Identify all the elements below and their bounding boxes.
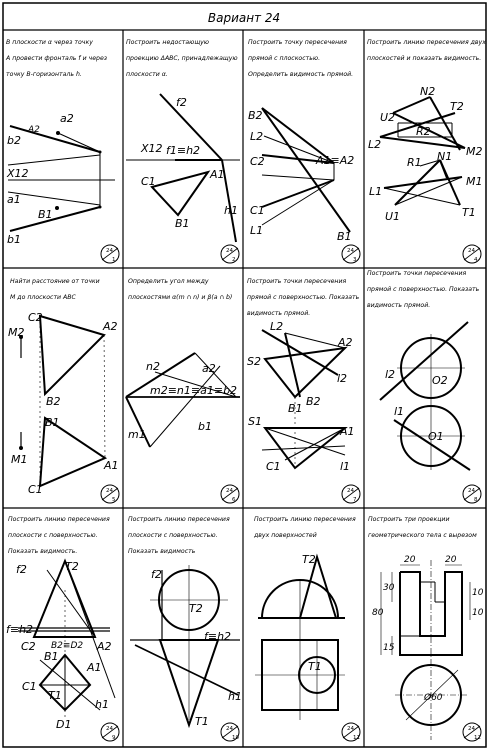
cell-9-label-d1: D1 [56, 718, 72, 731]
cell-5-badge-top: 24 [106, 488, 113, 494]
cell-8-label-l1: l1 [394, 405, 405, 418]
cell-12-badge-top: 24 [468, 726, 475, 732]
cell-8 [367, 270, 481, 503]
cell-7-task-line-2: прямой с поверхностью. Показать [247, 294, 360, 301]
cell-3-drawing [262, 108, 350, 232]
cell-2-task-line-3: плоскости α. [126, 71, 168, 78]
cell-2-badge [221, 245, 239, 263]
cell-4-label-u1: U1 [385, 210, 401, 223]
cell-11-label-t2: T2 [302, 553, 316, 566]
cell-12-dim-diameter-60: Ø60 [424, 693, 443, 703]
cell-4-label-t1: T1 [462, 206, 476, 219]
cell-3-task-line-2: прямой с плоскостью. [248, 55, 321, 62]
cell-4-label-m1: M1 [466, 175, 483, 188]
cell-11-badge [342, 723, 360, 741]
cell-10-label-fh2: f≡h2 [204, 630, 232, 643]
cell-10-badge-top: 24 [226, 726, 233, 732]
cell-5-label-c2: C2 [28, 311, 43, 324]
cell-5-badge [101, 485, 119, 503]
cell-6 [126, 278, 240, 503]
cell-10-task-line-2: плоскости с поверхностью. [128, 532, 218, 539]
cell-8-drawing [380, 322, 470, 470]
cell-10-label-f2: f2 [151, 568, 162, 581]
cell-7-badge-bottom: 7 [353, 497, 357, 503]
cell-2-badge-bottom: 2 [232, 257, 236, 263]
cell-9-label-t2: T2 [65, 560, 79, 573]
cell-12-dim-top-left-20: 20 [404, 555, 416, 565]
cell-3-label-b1: B1 [337, 230, 352, 243]
cell-3-label-l2: L2 [250, 130, 264, 143]
cell-6-task-line-1: Определить угол между [128, 278, 209, 285]
cell-8-label-o2: O2 [432, 374, 448, 387]
cell-5-label-c1: C1 [28, 483, 43, 496]
cell-2-task-line-1: Построить недостающую [126, 39, 210, 46]
cell-10-badge [221, 723, 239, 741]
cell-7-label-b2: B2 [306, 395, 321, 408]
cell-3 [248, 39, 360, 263]
cell-9-label-a2: A2 [97, 640, 112, 653]
cell-5-label-b2: B2 [46, 395, 61, 408]
cell-7-label-l1: l1 [340, 460, 351, 473]
cell-7-label-a1: A1 [340, 425, 355, 438]
cell-3-badge-bottom: 3 [353, 257, 357, 263]
cell-11-task-line-1: Построить линию пересечения [254, 516, 356, 523]
cell-9-task-line-2: плоскости с поверхностью. [8, 532, 98, 539]
cell-1-badge-top: 24 [106, 248, 113, 254]
cell-1-label-b2: b2 [7, 134, 21, 147]
cell-2-label-b1: B1 [175, 217, 190, 230]
cell-3-badge [342, 245, 360, 263]
cell-8-label-l2: l2 [385, 368, 396, 381]
cell-4-task-line-2: плоскостей и показать видимость. [367, 55, 482, 62]
cell-9-badge [101, 723, 119, 741]
cell-9-label-c1: C1 [22, 680, 37, 693]
cell-5-label-m2: M2 [8, 326, 25, 339]
cell-9-task-line-1: Построить линию пересечения [8, 516, 110, 523]
cell-7-label-l2-lower: l2 [337, 372, 348, 385]
cell-5-label-a1: A1 [104, 459, 119, 472]
cell-7-label-b1: B1 [288, 402, 303, 415]
cell-10-task-line-1: Построить линию пересечения [128, 516, 230, 523]
cell-2-badge-top: 24 [226, 248, 233, 254]
cell-5-task-line-1: Найти расстояние от точки [10, 278, 100, 285]
cell-7-badge [342, 485, 360, 503]
cell-4-label-r1: R1 [407, 156, 422, 169]
cell-4-label-n1: N1 [437, 150, 453, 163]
cell-1-task-line-1: В плоскости α через точку [6, 39, 93, 46]
cell-10-task-line-3: Показать видимость [128, 548, 196, 555]
cell-4-label-r2: R2 [416, 125, 431, 138]
cell-10 [128, 516, 242, 741]
cell-1-label-a2: a2 [60, 112, 74, 125]
cell-7-label-c1: C1 [266, 460, 281, 473]
cell-10-badge-bottom: 10 [232, 735, 239, 741]
cell-11-badge-top: 24 [347, 726, 354, 732]
cell-3-label-c2: C2 [250, 155, 265, 168]
cell-3-label-b2: B2 [248, 109, 263, 122]
cell-5-label-a2: A2 [103, 320, 118, 333]
cell-3-label-l1: L1 [250, 224, 264, 237]
cell-4 [367, 39, 486, 263]
cell-3-task-line-3: Определить видимость прямой. [248, 71, 354, 78]
cell-6-task-line-2: плоскостями α(m ∩ n) и β(a ∩ b) [128, 294, 233, 301]
cell-2-label-a1: A1 [210, 168, 225, 181]
cell-9-task-line-3: Показать видимость. [8, 548, 78, 555]
cell-2-label-h1: h1 [224, 204, 238, 217]
cell-2-label-c1: C1 [141, 175, 156, 188]
grid-frame [3, 3, 486, 747]
cell-2-task-line-2: проекцию ΔАВС, принадлежащую [126, 55, 238, 62]
cell-9-label-t1: T1 [48, 689, 62, 702]
cell-7-task-line-1: Построить точки пересечения [247, 278, 347, 285]
cell-4-label-m2: M2 [466, 145, 483, 158]
cell-12-dim-left-15: 15 [383, 643, 395, 653]
cell-10-label-t1: T1 [195, 715, 209, 728]
cell-7 [247, 278, 360, 503]
cell-10-label-t2: T2 [189, 602, 203, 615]
cell-5 [8, 278, 119, 503]
cell-7-label-l2: L2 [270, 320, 284, 333]
cell-12-dim-right-10-bottom: 10 [472, 608, 484, 618]
cell-1-badge [101, 245, 119, 263]
cell-6-label-b1: b1 [198, 420, 212, 433]
cell-9-label-h1: h1 [95, 698, 109, 711]
cell-4-badge [463, 245, 481, 263]
cell-4-label-t2: T2 [450, 100, 464, 113]
cell-4-badge-bottom: 4 [474, 257, 478, 263]
cell-8-task-line-1: Построить точки пересечения [367, 270, 467, 277]
cell-8-badge-bottom: 8 [474, 497, 478, 503]
cell-11-badge-bottom: 11 [353, 735, 360, 741]
cell-9-badge-bottom: 9 [112, 735, 116, 741]
cell-5-label-m1: M1 [11, 453, 28, 466]
cell-12-badge [463, 723, 481, 741]
cell-5-badge-bottom: 5 [112, 497, 116, 503]
cell-11-drawing [255, 557, 345, 720]
cell-12-dim-top-right-20: 20 [445, 555, 457, 565]
cell-2-label-x12: X12 [141, 142, 163, 155]
cell-8-label-o1: O1 [428, 430, 444, 443]
cell-1 [5, 39, 119, 263]
cell-12-badge-bottom: 12 [474, 735, 481, 741]
cell-11-task-line-2: двух поверхностей [254, 532, 317, 539]
cell-4-label-n2: N2 [420, 85, 436, 98]
cell-6-label-m2n1a1b2: m2≡n1≡a1≡b2 [150, 384, 238, 397]
cell-6-badge-top: 24 [226, 488, 233, 494]
cell-4-badge-top: 24 [468, 248, 475, 254]
cell-10-label-h1: h1 [228, 690, 242, 703]
cell-10-drawing [130, 565, 240, 725]
cell-3-badge-top: 24 [347, 248, 354, 254]
cell-7-task-line-3: видимость прямой. [247, 310, 311, 317]
cell-6-label-m1: m1 [128, 428, 146, 441]
cell-11 [253, 516, 360, 741]
cell-8-task-line-2: прямой с поверхностью. Показать [367, 286, 480, 293]
cell-7-label-s1: S1 [248, 415, 262, 428]
cell-6-label-n2: n2 [146, 360, 160, 373]
cell-1-label-b1: b1 [7, 233, 21, 246]
cell-2 [126, 39, 240, 263]
cell-12-dim-right-10-top: 10 [472, 588, 484, 598]
cell-9-badge-top: 24 [106, 726, 113, 732]
cell-9-label-a1: A1 [87, 661, 102, 674]
cell-9-label-f2: f2 [16, 563, 27, 576]
cell-2-label-f1h2: f1≡h2 [166, 144, 201, 157]
cell-12-dim-left-30: 30 [383, 583, 395, 593]
cell-12 [368, 516, 484, 741]
cell-5-task-line-2: М до плоскости АВС [10, 294, 76, 301]
variant-title: Вариант 24 [207, 11, 281, 25]
cell-8-badge [463, 485, 481, 503]
cell-3-label-c1: C1 [250, 204, 265, 217]
cell-7-label-s2: S2 [247, 355, 261, 368]
cell-12-task-line-2: геометрического тела с вырезом [368, 532, 477, 539]
cell-7-badge-top: 24 [347, 488, 354, 494]
cell-5-drawing [21, 316, 105, 486]
cell-1-label-a1: a1 [7, 193, 21, 206]
cell-6-badge-bottom: 6 [232, 497, 236, 503]
cell-7-label-a2: A2 [338, 336, 353, 349]
cell-8-badge-top: 24 [468, 488, 475, 494]
cell-9-label-c2: C2 [21, 640, 36, 653]
cell-6-label-a2: a2 [202, 362, 216, 375]
cell-4-label-u2: U2 [380, 111, 396, 124]
cell-5-label-b1: B1 [45, 416, 60, 429]
cell-4-label-l1: L1 [369, 185, 383, 198]
cell-8-task-line-3: видимость прямой. [367, 302, 431, 309]
cell-1-label-x12: X12 [7, 167, 29, 180]
cell-1-label-b1-point: B1 [38, 208, 53, 221]
cell-1-task-line-3: точку В-горизонталь h. [6, 71, 82, 78]
cell-4-label-l2: L2 [368, 138, 382, 151]
cell-3-task-line-1: Построить точку пересечения [248, 39, 347, 46]
cell-9-label-b2d2: B2≡D2 [51, 641, 84, 651]
cell-2-label-f2: f2 [176, 96, 187, 109]
cell-9-label-fh2: f≡h2 [6, 623, 34, 636]
cell-1-badge-bottom: 1 [112, 257, 116, 263]
cell-1-label-a2-point: A2 [28, 125, 40, 135]
cell-3-label-a1a2: A1≡A2 [316, 154, 355, 167]
cell-1-task-line-2: А провести фронталь f и через [6, 55, 108, 62]
cell-9-label-b1: B1 [44, 650, 59, 663]
cell-12-dim-left-80: 80 [372, 608, 384, 618]
cell-11-label-t1: T1 [308, 660, 322, 673]
cell-6-badge [221, 485, 239, 503]
cell-12-task-line-1: Построить три проекции [368, 516, 450, 523]
cell-9 [6, 516, 119, 741]
cell-4-task-line-1: Построить линию пересечения двух [367, 39, 486, 46]
